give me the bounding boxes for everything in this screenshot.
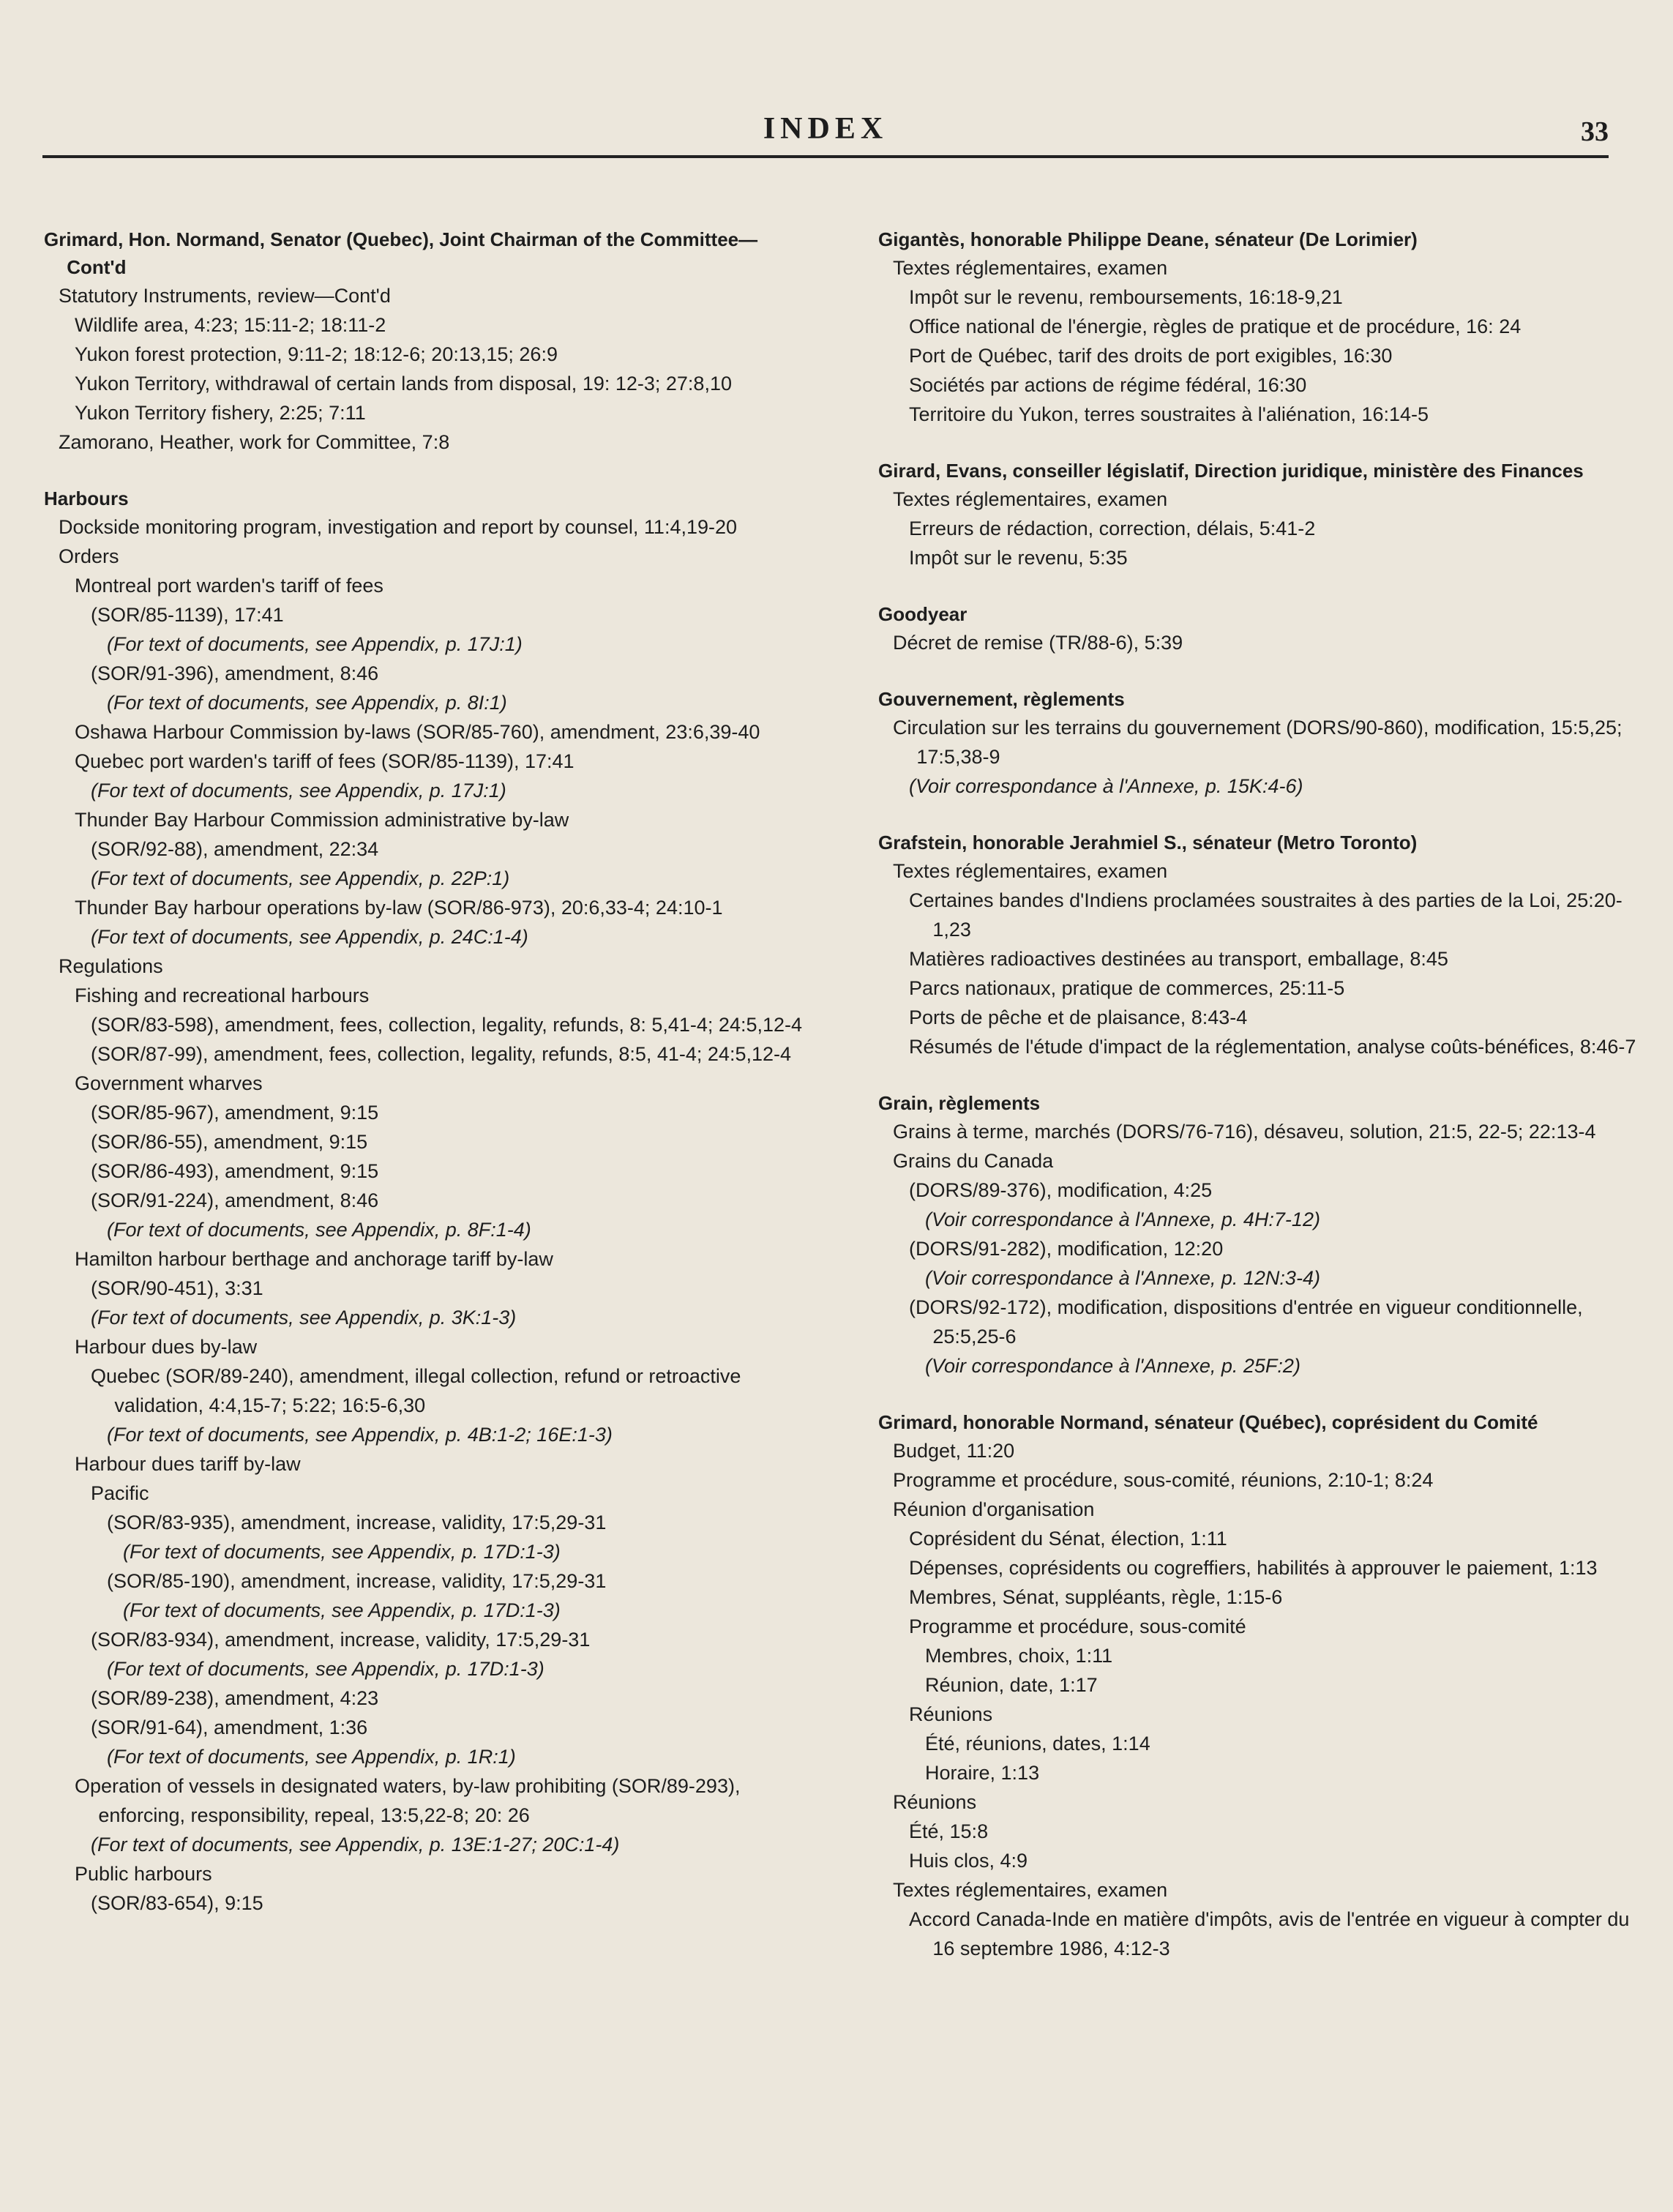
- index-entry: [44, 225, 805, 457]
- cross-reference: (For text of documents, see Appendix, p. 1R:1): [107, 1746, 516, 1768]
- entry-heading: Gigantès, honorable Philippe Deane, sénateur (De Lorimier): [878, 228, 1418, 250]
- subentry: Budget, 11:20: [893, 1440, 1015, 1462]
- subentry: Huis clos, 4:9: [909, 1850, 1028, 1872]
- subentry: Quebec port warden's tariff of fees (SOR/85-1139), 17:41: [75, 750, 574, 772]
- index-entry: [878, 225, 1639, 429]
- subentry: Membres, choix, 1:11: [925, 1645, 1113, 1667]
- subentry: (DORS/92-172), modification, dispositions d'entrée en vigueur conditionnelle, 25:5,25-6: [909, 1296, 1583, 1348]
- index-entry: [878, 829, 1639, 1061]
- subentry: Montreal port warden's tariff of fees: [75, 575, 383, 597]
- subentry: Sociétés par actions de régime fédéral, 16:30: [909, 374, 1307, 396]
- subentry: Membres, Sénat, suppléants, règle, 1:15-6: [909, 1586, 1283, 1608]
- subentry: Circulation sur les terrains du gouvernement (DORS/90-860), modification, 15:5,25; 17:5,38-9: [893, 717, 1623, 768]
- page-title: INDEX: [763, 112, 888, 146]
- subentry: Zamorano, Heather, work for Committee, 7:8: [59, 431, 450, 453]
- entry-heading: Grimard, honorable Normand, sénateur (Québec), coprésident du Comité: [878, 1411, 1538, 1433]
- subentry: Coprésident du Sénat, élection, 1:11: [909, 1528, 1227, 1550]
- subentry: (SOR/86-55), amendment, 9:15: [91, 1131, 368, 1153]
- subentry: Programme et procédure, sous-comité: [909, 1615, 1246, 1637]
- entry-heading: Goodyear: [878, 603, 968, 625]
- index-entry: [878, 457, 1639, 572]
- subentry: Harbour dues by-law: [75, 1336, 258, 1358]
- subentry: Ports de pêche et de plaisance, 8:43-4: [909, 1006, 1248, 1028]
- left-column: [44, 225, 805, 1946]
- subentry: Dépenses, coprésidents ou cogreffiers, habilités à approuver le paiement, 1:13: [909, 1557, 1598, 1579]
- right-column: [878, 225, 1639, 1991]
- subentry: Impôt sur le revenu, 5:35: [909, 547, 1128, 569]
- page-header: [42, 108, 1609, 158]
- subentry: Accord Canada-Inde en matière d'impôts, avis de l'entrée en vigueur à compter du 16 septembre 1986, 4:12-3: [909, 1908, 1630, 1959]
- subentry: (DORS/91-282), modification, 12:20: [909, 1238, 1224, 1260]
- subentry: Grains du Canada: [893, 1150, 1054, 1172]
- entry-heading: Grimard, Hon. Normand, Senator (Quebec), Joint Chairman of the Committee—Cont'd: [44, 228, 758, 278]
- subentry: Matières radioactives destinées au transport, emballage, 8:45: [909, 948, 1448, 970]
- cross-reference: (For text of documents, see Appendix, p. 8I:1): [107, 692, 507, 714]
- subentry: Territoire du Yukon, terres soustraites à l'aliénation, 16:14-5: [909, 403, 1429, 425]
- subentry: Réunion d'organisation: [893, 1498, 1095, 1520]
- subentry: Harbour dues tariff by-law: [75, 1453, 301, 1475]
- subentry: Thunder Bay Harbour Commission administrative by-law: [75, 809, 569, 831]
- subentry: Hamilton harbour berthage and anchorage tariff by-law: [75, 1248, 553, 1270]
- entry-heading: Harbours: [44, 487, 129, 509]
- index-entry: [44, 485, 805, 1918]
- cross-reference: (Voir correspondance à l'Annexe, p. 15K:4-6): [909, 775, 1303, 797]
- subentry: Quebec (SOR/89-240), amendment, illegal collection, refund or retroactive validation, 4:4,15-7; 5:22; 16:5-6,30: [91, 1365, 741, 1416]
- entry-heading: Gouvernement, règlements: [878, 688, 1125, 710]
- subentry: (SOR/86-493), amendment, 9:15: [91, 1160, 379, 1182]
- subentry: Yukon forest protection, 9:11-2; 18:12-6; 20:13,15; 26:9: [75, 343, 558, 365]
- subentry: Regulations: [59, 955, 163, 977]
- subentry: Réunions: [909, 1703, 993, 1725]
- subentry: (SOR/90-451), 3:31: [91, 1277, 263, 1299]
- cross-reference: (For text of documents, see Appendix, p. 17D:1-3): [123, 1541, 561, 1563]
- entry-heading: Grafstein, honorable Jerahmiel S., sénateur (Metro Toronto): [878, 832, 1418, 853]
- index-entry: [878, 600, 1639, 657]
- subentry: (SOR/83-598), amendment, fees, collection, legality, refunds, 8: 5,41-4; 24:5,12-4: [91, 1014, 803, 1036]
- subentry: Certaines bandes d'Indiens proclamées soustraites à des parties de la Loi, 25:20-1,23: [909, 889, 1623, 941]
- subentry: Résumés de l'étude d'impact de la réglementation, analyse coûts-bénéfices, 8:46-7: [909, 1036, 1636, 1058]
- index-entry: [878, 1408, 1639, 1963]
- subentry: Thunder Bay harbour operations by-law (SOR/86-973), 20:6,33-4; 24:10-1: [75, 897, 723, 919]
- subentry: Fishing and recreational harbours: [75, 984, 370, 1006]
- cross-reference: (For text of documents, see Appendix, p. 13E:1-27; 20C:1-4): [91, 1834, 620, 1856]
- cross-reference: (For text of documents, see Appendix, p. 4B:1-2; 16E:1-3): [107, 1424, 613, 1446]
- subentry: Office national de l'énergie, règles de pratique et de procédure, 16: 24: [909, 315, 1522, 337]
- page-number: 33: [1581, 116, 1609, 147]
- subentry: (SOR/91-64), amendment, 1:36: [91, 1716, 368, 1738]
- cross-reference: (For text of documents, see Appendix, p. 17D:1-3): [123, 1599, 561, 1621]
- subentry: Dockside monitoring program, investigation and report by counsel, 11:4,19-20: [59, 516, 738, 538]
- subentry: (SOR/89-238), amendment, 4:23: [91, 1687, 379, 1709]
- subentry: (SOR/85-190), amendment, increase, validity, 17:5,29-31: [107, 1570, 607, 1592]
- index-entry: [878, 1089, 1639, 1380]
- cross-reference: (Voir correspondance à l'Annexe, p. 25F:2): [925, 1355, 1300, 1377]
- cross-reference: (Voir correspondance à l'Annexe, p. 4H:7-12): [925, 1208, 1320, 1230]
- cross-reference: (For text of documents, see Appendix, p. 8F:1-4): [107, 1219, 531, 1241]
- subentry: Wildlife area, 4:23; 15:11-2; 18:11-2: [75, 314, 386, 336]
- subentry: Textes réglementaires, examen: [893, 1879, 1168, 1901]
- subentry: Public harbours: [75, 1863, 212, 1885]
- cross-reference: (For text of documents, see Appendix, p. 24C:1-4): [91, 926, 528, 948]
- subentry: Grains à terme, marchés (DORS/76-716), désaveu, solution, 21:5, 22-5; 22:13-4: [893, 1121, 1596, 1143]
- subentry: Port de Québec, tarif des droits de port exigibles, 16:30: [909, 345, 1393, 367]
- subentry: Statutory Instruments, review—Cont'd: [59, 285, 391, 307]
- subentry: Erreurs de rédaction, correction, délais, 5:41-2: [909, 517, 1316, 539]
- subentry: Oshawa Harbour Commission by-laws (SOR/85-760), amendment, 23:6,39-40: [75, 721, 760, 743]
- subentry: (SOR/85-967), amendment, 9:15: [91, 1102, 379, 1124]
- subentry: Textes réglementaires, examen: [893, 860, 1168, 882]
- cross-reference: (For text of documents, see Appendix, p. 17D:1-3): [107, 1658, 544, 1680]
- subentry: Réunions: [893, 1791, 977, 1813]
- subentry: Réunion, date, 1:17: [925, 1674, 1098, 1696]
- subentry: (SOR/83-934), amendment, increase, validity, 17:5,29-31: [91, 1629, 591, 1651]
- subentry: Programme et procédure, sous-comité, réunions, 2:10-1; 8:24: [893, 1469, 1434, 1491]
- subentry: Horaire, 1:13: [925, 1762, 1040, 1784]
- subentry: Yukon Territory fishery, 2:25; 7:11: [75, 402, 366, 424]
- entry-heading: Girard, Evans, conseiller législatif, Direction juridique, ministère des Finances: [878, 460, 1584, 482]
- subentry: (SOR/91-224), amendment, 8:46: [91, 1189, 379, 1211]
- subentry: Pacific: [91, 1482, 149, 1504]
- subentry: Été, 15:8: [909, 1820, 989, 1842]
- subentry: Yukon Territory, withdrawal of certain lands from disposal, 19: 12-3; 27:8,10: [75, 373, 732, 395]
- subentry: Textes réglementaires, examen: [893, 257, 1168, 279]
- subentry: Été, réunions, dates, 1:14: [925, 1733, 1150, 1755]
- cross-reference: (For text of documents, see Appendix, p. 3K:1-3): [91, 1307, 517, 1329]
- subentry: Parcs nationaux, pratique de commerces, 25:11-5: [909, 977, 1345, 999]
- index-entry: [878, 685, 1639, 801]
- subentry: Government wharves: [75, 1072, 263, 1094]
- cross-reference: (For text of documents, see Appendix, p. 17J:1): [107, 633, 523, 655]
- subentry: (SOR/87-99), amendment, fees, collection, legality, refunds, 8:5, 41-4; 24:5,12-4: [91, 1043, 792, 1065]
- cross-reference: (For text of documents, see Appendix, p. 22P:1): [91, 867, 510, 889]
- subentry: (SOR/83-654), 9:15: [91, 1892, 263, 1914]
- subentry: (SOR/83-935), amendment, increase, validity, 17:5,29-31: [107, 1512, 607, 1533]
- subentry: (DORS/89-376), modification, 4:25: [909, 1179, 1213, 1201]
- entry-heading: Grain, règlements: [878, 1092, 1041, 1114]
- subentry: Orders: [59, 545, 119, 567]
- subentry: Impôt sur le revenu, remboursements, 16:18-9,21: [909, 286, 1343, 308]
- subentry: (SOR/92-88), amendment, 22:34: [91, 838, 379, 860]
- subentry: (SOR/85-1139), 17:41: [91, 604, 284, 626]
- subentry: (SOR/91-396), amendment, 8:46: [91, 662, 379, 684]
- subentry: Textes réglementaires, examen: [893, 488, 1168, 510]
- cross-reference: (Voir correspondance à l'Annexe, p. 12N:3-4): [925, 1267, 1320, 1289]
- cross-reference: (For text of documents, see Appendix, p. 17J:1): [91, 780, 506, 802]
- subentry: Décret de remise (TR/88-6), 5:39: [893, 632, 1183, 654]
- subentry: Operation of vessels in designated waters, by-law prohibiting (SOR/89-293), enforcing, responsibility, repeal, 13:5,22-8; 20: 26: [75, 1775, 741, 1826]
